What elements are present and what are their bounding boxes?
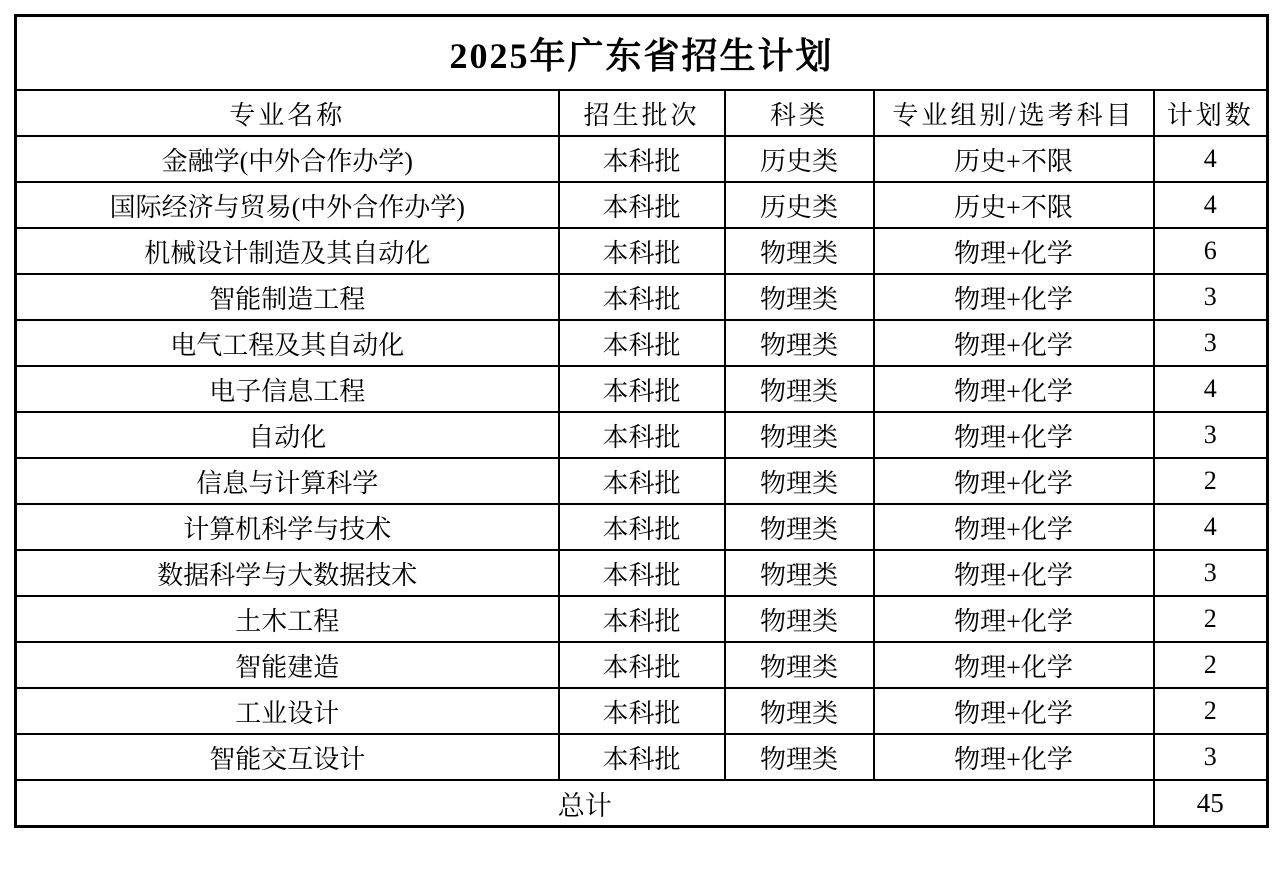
table-row [16, 688, 1268, 734]
table-row [16, 228, 1268, 274]
table-row [16, 642, 1268, 688]
cell-group-subjects: 历史+不限 [874, 136, 1154, 182]
cell-major-name: 工业设计 [16, 688, 559, 734]
cell-group-subjects: 物理+化学 [874, 366, 1154, 412]
cell-category: 物理类 [725, 412, 874, 458]
cell-batch: 本科批 [559, 182, 725, 228]
cell-category: 物理类 [725, 274, 874, 320]
table-row [16, 182, 1268, 228]
cell-major-name: 智能交互设计 [16, 734, 559, 780]
cell-category: 物理类 [725, 458, 874, 504]
table-row [16, 550, 1268, 596]
header-row [16, 90, 1268, 136]
cell-batch: 本科批 [559, 642, 725, 688]
cell-category: 物理类 [725, 550, 874, 596]
table-body [16, 136, 1268, 780]
cell-category: 物理类 [725, 688, 874, 734]
cell-group-subjects: 物理+化学 [874, 550, 1154, 596]
cell-group-subjects: 物理+化学 [874, 228, 1154, 274]
cell-major-name: 智能制造工程 [16, 274, 559, 320]
cell-category: 物理类 [725, 320, 874, 366]
cell-batch: 本科批 [559, 274, 725, 320]
cell-plan-count: 3 [1154, 274, 1268, 320]
table-row [16, 458, 1268, 504]
table-row [16, 504, 1268, 550]
title-row [16, 16, 1268, 91]
cell-plan-count: 4 [1154, 366, 1268, 412]
cell-batch: 本科批 [559, 596, 725, 642]
cell-major-name: 机械设计制造及其自动化 [16, 228, 559, 274]
header-group-subjects: 专业组别/选考科目 [874, 90, 1154, 136]
cell-batch: 本科批 [559, 504, 725, 550]
cell-plan-count: 4 [1154, 182, 1268, 228]
cell-plan-count: 6 [1154, 228, 1268, 274]
table-row [16, 136, 1268, 182]
cell-group-subjects: 物理+化学 [874, 504, 1154, 550]
cell-category: 物理类 [725, 228, 874, 274]
cell-major-name: 电子信息工程 [16, 366, 559, 412]
table-row [16, 412, 1268, 458]
cell-major-name: 电气工程及其自动化 [16, 320, 559, 366]
cell-category: 物理类 [725, 734, 874, 780]
header-category: 科类 [725, 90, 874, 136]
cell-plan-count: 2 [1154, 458, 1268, 504]
table-row [16, 596, 1268, 642]
cell-batch: 本科批 [559, 228, 725, 274]
cell-plan-count: 2 [1154, 596, 1268, 642]
total-label: 总计 [16, 780, 1154, 827]
cell-category: 历史类 [725, 182, 874, 228]
cell-group-subjects: 物理+化学 [874, 734, 1154, 780]
cell-category: 物理类 [725, 596, 874, 642]
header-plan-count: 计划数 [1154, 90, 1268, 136]
cell-plan-count: 2 [1154, 642, 1268, 688]
table-row [16, 320, 1268, 366]
cell-plan-count: 3 [1154, 550, 1268, 596]
cell-batch: 本科批 [559, 320, 725, 366]
total-value: 45 [1154, 780, 1268, 827]
cell-plan-count: 2 [1154, 688, 1268, 734]
cell-major-name: 数据科学与大数据技术 [16, 550, 559, 596]
cell-group-subjects: 物理+化学 [874, 688, 1154, 734]
cell-category: 历史类 [725, 136, 874, 182]
cell-batch: 本科批 [559, 366, 725, 412]
total-row [16, 780, 1268, 827]
cell-group-subjects: 物理+化学 [874, 320, 1154, 366]
cell-category: 物理类 [725, 504, 874, 550]
table-row [16, 274, 1268, 320]
cell-batch: 本科批 [559, 136, 725, 182]
cell-batch: 本科批 [559, 412, 725, 458]
cell-major-name: 信息与计算科学 [16, 458, 559, 504]
cell-category: 物理类 [725, 642, 874, 688]
cell-category: 物理类 [725, 366, 874, 412]
cell-major-name: 智能建造 [16, 642, 559, 688]
cell-group-subjects: 物理+化学 [874, 274, 1154, 320]
cell-group-subjects: 历史+不限 [874, 182, 1154, 228]
cell-major-name: 土木工程 [16, 596, 559, 642]
cell-batch: 本科批 [559, 458, 725, 504]
cell-group-subjects: 物理+化学 [874, 412, 1154, 458]
cell-major-name: 计算机科学与技术 [16, 504, 559, 550]
cell-major-name: 国际经济与贸易(中外合作办学) [16, 182, 559, 228]
cell-plan-count: 3 [1154, 734, 1268, 780]
cell-plan-count: 4 [1154, 136, 1268, 182]
cell-batch: 本科批 [559, 688, 725, 734]
cell-plan-count: 3 [1154, 412, 1268, 458]
cell-batch: 本科批 [559, 550, 725, 596]
header-major-name: 专业名称 [16, 90, 559, 136]
cell-batch: 本科批 [559, 734, 725, 780]
cell-group-subjects: 物理+化学 [874, 642, 1154, 688]
cell-major-name: 金融学(中外合作办学) [16, 136, 559, 182]
enrollment-plan-table [14, 14, 1269, 828]
cell-plan-count: 3 [1154, 320, 1268, 366]
cell-group-subjects: 物理+化学 [874, 458, 1154, 504]
header-batch: 招生批次 [559, 90, 725, 136]
cell-plan-count: 4 [1154, 504, 1268, 550]
table-row [16, 734, 1268, 780]
table-row [16, 366, 1268, 412]
cell-major-name: 自动化 [16, 412, 559, 458]
table-title: 2025年广东省招生计划 [16, 16, 1268, 91]
cell-group-subjects: 物理+化学 [874, 596, 1154, 642]
